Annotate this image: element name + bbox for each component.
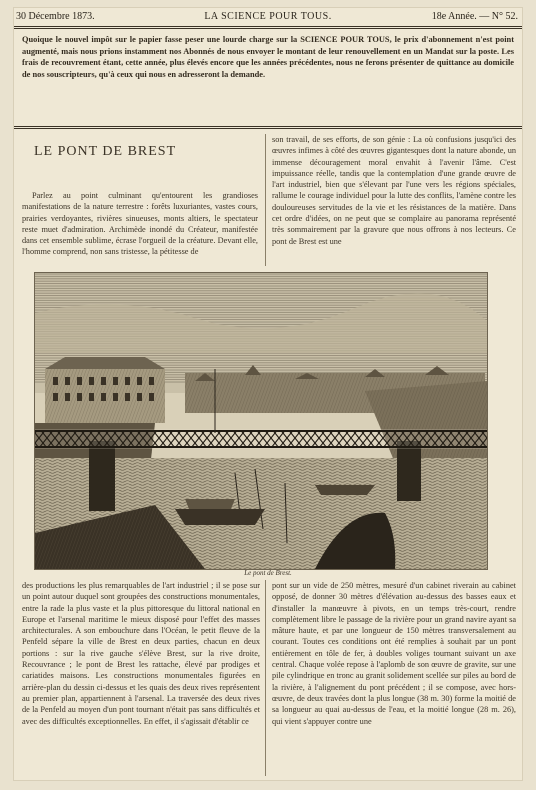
paragraph: des productions les plus remarquables de l'art industriel ; il se pose sur un point autour duquel sont groupées des constructions monumentales, entre la rade la plus vaste et la plus pittoresque du littoral national en Europe et l'arsenal maritime le mieux disposé pour l'effet des masses architecturales. A son embouchure dans l'Océan, le petit fleuve de la Penfeld sépare la ville de Brest en deux parties, chacun en deux portions : sur la rive gauche s'élève Brest, sur la rive droite, Recouvrance ; le pont de Brest les rattache, élevé par prodiges et cariatides maisons. Les constructions monumentales figurées en arrière-plan du dessin ci-dessus et les quais des deux rives représentent au premier plan, appartiennent à l'arsenal. La traversée des deux rives de la Penfeld au moyen d'un pont tournant n'était pas sans difficultés et avec des difficultés exceptionnelles. En effet, il s'agissait d'établir ce [22,581,260,726]
column-2-body [272,580,516,776]
notice-rule [14,126,522,127]
column-1-intro [22,190,258,266]
notice-rule-double [14,128,522,129]
column-1-body [22,580,260,776]
engraving-brest-bridge [34,272,488,570]
figure-caption: Le pont de Brest. [244,569,292,577]
column-2-intro [272,134,516,266]
page [14,8,522,780]
header-rule [14,26,522,27]
subscription-notice: Quoique le nouvel impôt sur le papier fasse peser une lourde charge sur la SCIENCE POUR TOUS, le prix d'abonnement n'est point augmenté, mais nous prions instamment nos Abonnés de nous envoyer le montant de leur renouvellement en un Mandat sur la poste. Les frais de recouvrement étant, cette année, plus élevés encore que les années précédentes, nous ne ferons présenter de quittance au domicile de nos souscripteurs, qu'à ceux qui nous en adresseront la demande. [22,35,514,79]
running-header [14,8,522,26]
article-title: LE PONT DE BREST [34,144,177,159]
paragraph: son travail, de ses efforts, de son génie : La où confusions jusqu'ici des œuvres infimes à côté des œuvres gigantesques dont la nature abonde, un immense découragement moral envahit à l'avenir l'âme. C'est impuissance réelle, tandis que la contemplation d'une grande œuvre de l'art industriel, bien que s'élevant par l'une vers les régions spéciales, rallume le courage individuel pour la lutte des conflits, l'amène contre les douloureuses servitudes de la vie et les résistances de la matière. Dans cet ordre d'idées, on ne peut que se complaire au panorama représenté très sommairement par la gravure que nous offrons à nos lecteurs. Ce pont de Brest est une [272,135,516,246]
paragraph: pont sur un vide de 250 mètres, mesuré d'un cabinet riverain au cabinet opposé, de donner 30 mètres d'élévation au-dessus des basses eaux et d'installer la manœuvre à pivots, en un temps très-court, rendre complètement libre le passage de la rivière pour un grand navire ayant sa mâture haute, et par une longueur de 150 mètres transversalement au courant. Toutes ces conditions ont été remplies à souhait par un pont entièrement en tôle de fer, à doubles voliges tournant suivant un axe central. Chaque volée repose à l'aplomb de son œuvre de gravite, sur une pile cylindrique en tronc au granit solidement scellée sur piles au bord de la rivière, à l'alignement du pont précédent ; il se compose, avec hors-œuvre, de deux travées dont la plus longue (38 m. 30) forme la moitié de sa longueur au quai au-dessus de l'eau, et la moitié longue (28 m. 26), qui vient s'appuyer contre une [272,581,516,726]
header-rule-double [14,28,522,29]
engraving-illustration [35,273,487,569]
issue-date: 30 Décembre 1873. [16,11,95,22]
column-divider [265,580,266,776]
column-divider [265,134,266,266]
journal-title: LA SCIENCE POUR TOUS. [204,11,332,22]
issue-number: 18e Année. — N° 52. [431,11,518,22]
paragraph: Parlez au point culminant qu'entourent les grandioses manifestations de la nature terrestre : forêts luxuriantes, vastes cours, prairies verdoyantes, rivières sinueuses, monts altiers, le spectateur reste muet d'admiration. Archimède inondé du Créateur, manifestée dans cet ensemble sublime, écrase l'orgueil de la créature. Devant elle, l'homme comprend, non sans tristesse, la pétitesse de [22,191,258,257]
